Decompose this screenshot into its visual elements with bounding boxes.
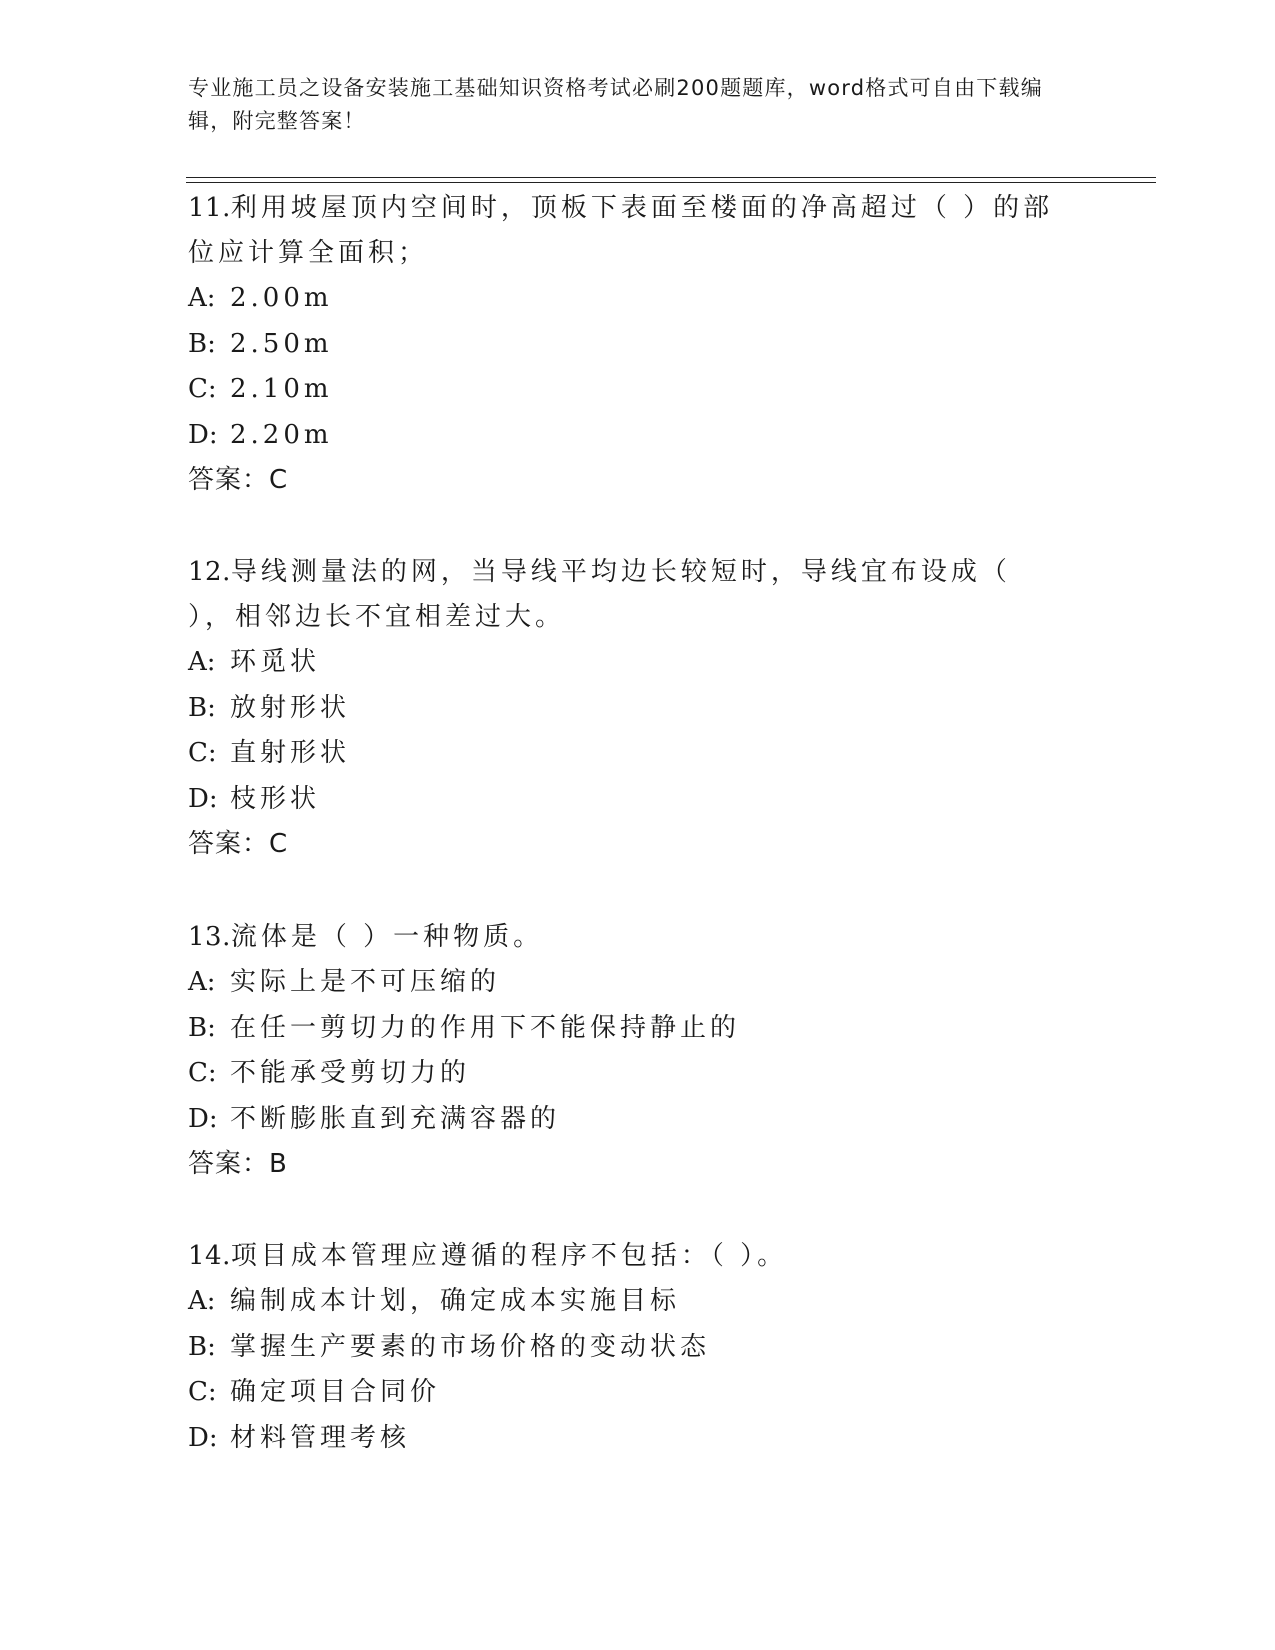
option-d <box>188 777 1068 823</box>
option-a <box>188 960 1068 1006</box>
option-text: 编制成本计划，确定成本实施目标 <box>230 1286 681 1316</box>
question-number: 12. <box>188 557 231 587</box>
document-header: 专业施工员之设备安装施工基础知识资格考试必刷200题题库，word格式可自由下载编辑，附完整答案！ <box>188 76 1043 133</box>
option-c <box>188 731 1068 777</box>
option-a <box>188 276 1068 322</box>
option-text: 枝形状 <box>230 783 321 814</box>
answer: 答案：C <box>188 465 289 495</box>
question-stem <box>188 915 1068 960</box>
question-stem <box>188 186 1068 276</box>
option-text: 2.20m <box>230 419 333 450</box>
option-d <box>188 1416 1068 1462</box>
question-12 <box>188 550 1068 867</box>
option-letter: B: <box>188 1331 216 1362</box>
option-text: 2.00m <box>230 283 333 313</box>
option-letter: C: <box>188 738 217 768</box>
option-letter: D: <box>188 783 218 814</box>
option-letter: B: <box>188 328 216 359</box>
option-text: 不能承受剪切力的 <box>230 1058 471 1088</box>
option-letter: C: <box>188 374 217 404</box>
option-text: 材料管理考核 <box>230 1422 411 1453</box>
question-text: 流体是（ ）一种物质。 <box>230 922 544 952</box>
option-letter: C: <box>188 1058 217 1088</box>
option-letter: A: <box>188 647 216 677</box>
option-b <box>188 322 1068 368</box>
option-a <box>188 1279 1068 1325</box>
header-divider-bottom <box>186 182 1156 183</box>
question-stem <box>188 550 1068 640</box>
option-letter: A: <box>188 1286 216 1316</box>
option-text: 直射形状 <box>230 738 351 768</box>
question-text: 利用坡屋顶内空间时，顶板下表面至楼面的净高超过（ ）的部位应计算全面积； <box>188 193 1054 268</box>
option-text: 实际上是不可压缩的 <box>230 967 501 997</box>
question-number: 11. <box>188 193 231 223</box>
option-d <box>188 1097 1068 1143</box>
answer: 答案：B <box>188 1149 288 1179</box>
option-b <box>188 686 1068 732</box>
option-c <box>188 367 1068 413</box>
option-text: 2.50m <box>230 328 333 359</box>
option-letter: B: <box>188 1012 216 1043</box>
question-text: 导线测量法的网，当导线平均边长较短时，导线宜布设成（ ），相邻边长不宜相差过大。 <box>188 557 1011 632</box>
question-number: 14. <box>188 1241 231 1271</box>
question-13 <box>188 915 1068 1187</box>
question-11 <box>188 186 1068 503</box>
option-c <box>188 1051 1068 1097</box>
option-c <box>188 1370 1068 1416</box>
question-14 <box>188 1234 1068 1461</box>
option-b <box>188 1325 1068 1371</box>
question-stem <box>188 1234 1068 1279</box>
option-text: 2.10m <box>230 374 333 404</box>
option-letter: A: <box>188 967 216 997</box>
option-text: 掌握生产要素的市场价格的变动状态 <box>230 1331 711 1362</box>
header-divider-top <box>186 177 1156 178</box>
option-text: 环觅状 <box>230 647 321 677</box>
option-letter: C: <box>188 1377 217 1407</box>
option-text: 放射形状 <box>230 692 351 723</box>
option-letter: D: <box>188 1103 218 1134</box>
answer: 答案：C <box>188 829 289 859</box>
option-letter: D: <box>188 419 218 450</box>
option-letter: A: <box>188 283 216 313</box>
option-letter: B: <box>188 692 216 723</box>
question-text: 项目成本管理应遵循的程序不包括：（ ）。 <box>230 1241 788 1271</box>
option-text: 不断膨胀直到充满容器的 <box>230 1103 561 1134</box>
option-text: 确定项目合同价 <box>230 1377 441 1407</box>
question-number: 13. <box>188 922 231 952</box>
option-b <box>188 1006 1068 1052</box>
option-letter: D: <box>188 1422 218 1453</box>
option-text: 在任一剪切力的作用下不能保持静止的 <box>230 1012 741 1043</box>
option-a <box>188 640 1068 686</box>
option-d <box>188 413 1068 459</box>
